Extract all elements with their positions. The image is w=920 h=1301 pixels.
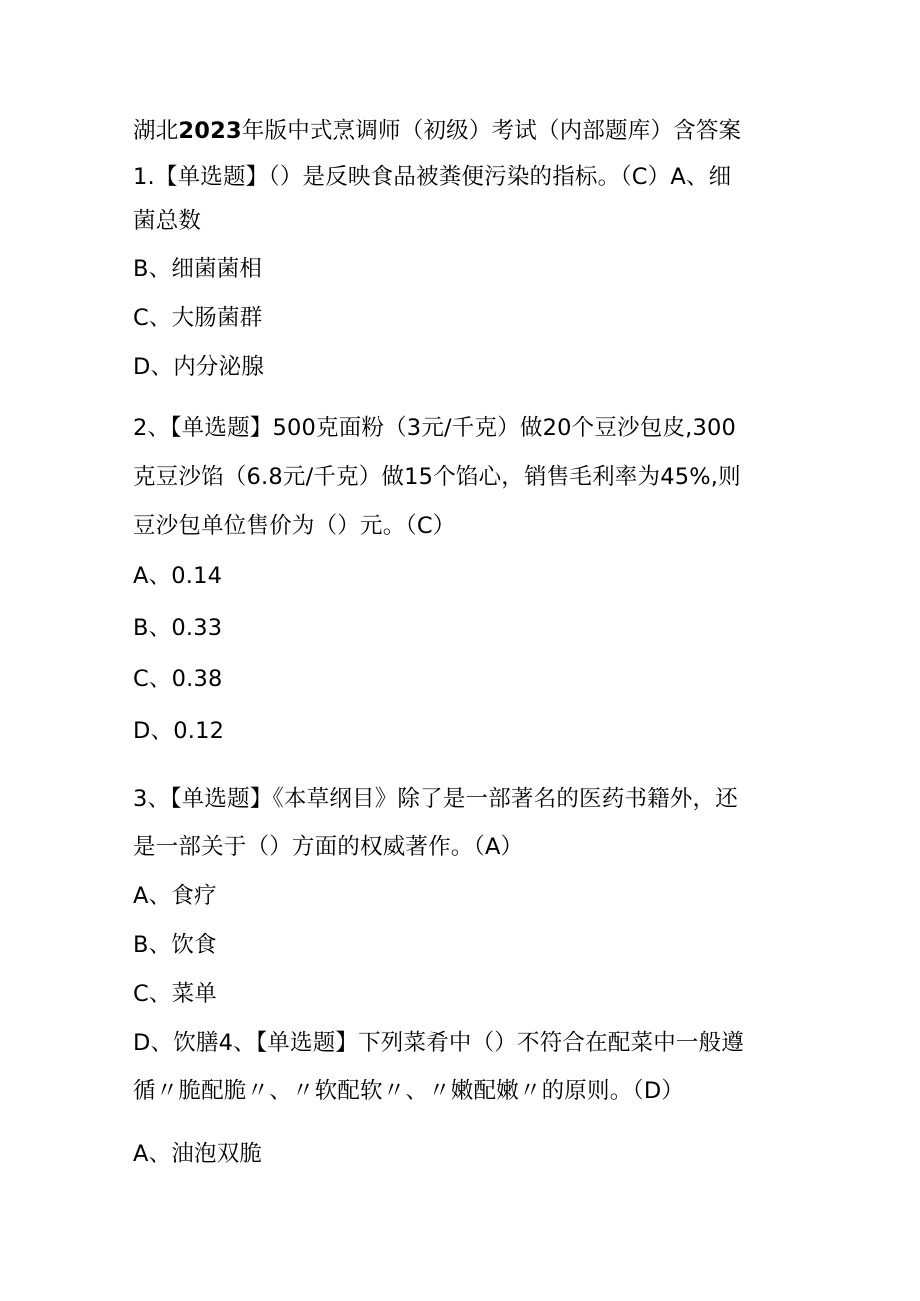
question-2-option-c: C、0.38 (133, 666, 223, 692)
question-1-option-c: C、大肠菌群 (133, 305, 263, 331)
question-3-option-c: C、菜单 (133, 981, 218, 1007)
title-prefix: 湖北 (133, 118, 179, 144)
question-1-option-b: B、细菌菌相 (133, 256, 263, 282)
question-3-option-b: B、饮食 (133, 932, 217, 958)
question-2-option-a: A、0.14 (133, 563, 223, 589)
document-title (133, 116, 813, 146)
question-2-option-d: D、0.12 (133, 718, 225, 744)
question-4-option-a: A、油泡双脆 (133, 1141, 263, 1167)
question-2-text-line-3: 豆沙包单位售价为（）元。（C） (133, 513, 456, 539)
question-2-text-line-1: 2、【单选题】500克面粉（3元/千克）做20个豆沙包皮,300 (133, 415, 737, 441)
question-1-text-line-2: 菌总数 (133, 208, 202, 234)
question-4-text-line-2: 循〃脆配脆〃、〃软配软〃、〃嫩配嫩〃的原则。（D） (133, 1078, 685, 1104)
question-2-text-line-2: 克豆沙馅（6.8元/千克）做15个馅心，销售毛利率为45%,则 (133, 464, 741, 490)
question-2-option-b: B、0.33 (133, 615, 223, 641)
question-1-option-d: D、内分泌腺 (133, 354, 265, 380)
question-1-text-line-1: 1.【单选题】（）是反映食品被粪便污染的指标。（C）A、细 (133, 164, 732, 190)
title-year: 2023 (178, 118, 242, 144)
question-3-option-a: A、食疗 (133, 883, 217, 909)
question-3-text-line-2: 是一部关于（）方面的权威著作。（A） (133, 834, 524, 860)
question-3-option-d-question-4-line-1: D、饮膳4、【单选题】下列菜肴中（）不符合在配菜中一般遵 (133, 1030, 744, 1056)
question-3-text-line-1: 3、【单选题】《本草纲目》除了是一部著名的医药书籍外，还 (133, 786, 738, 812)
title-suffix: 年版中式烹调师（初级）考试（内部题库）含答案 (241, 118, 742, 144)
